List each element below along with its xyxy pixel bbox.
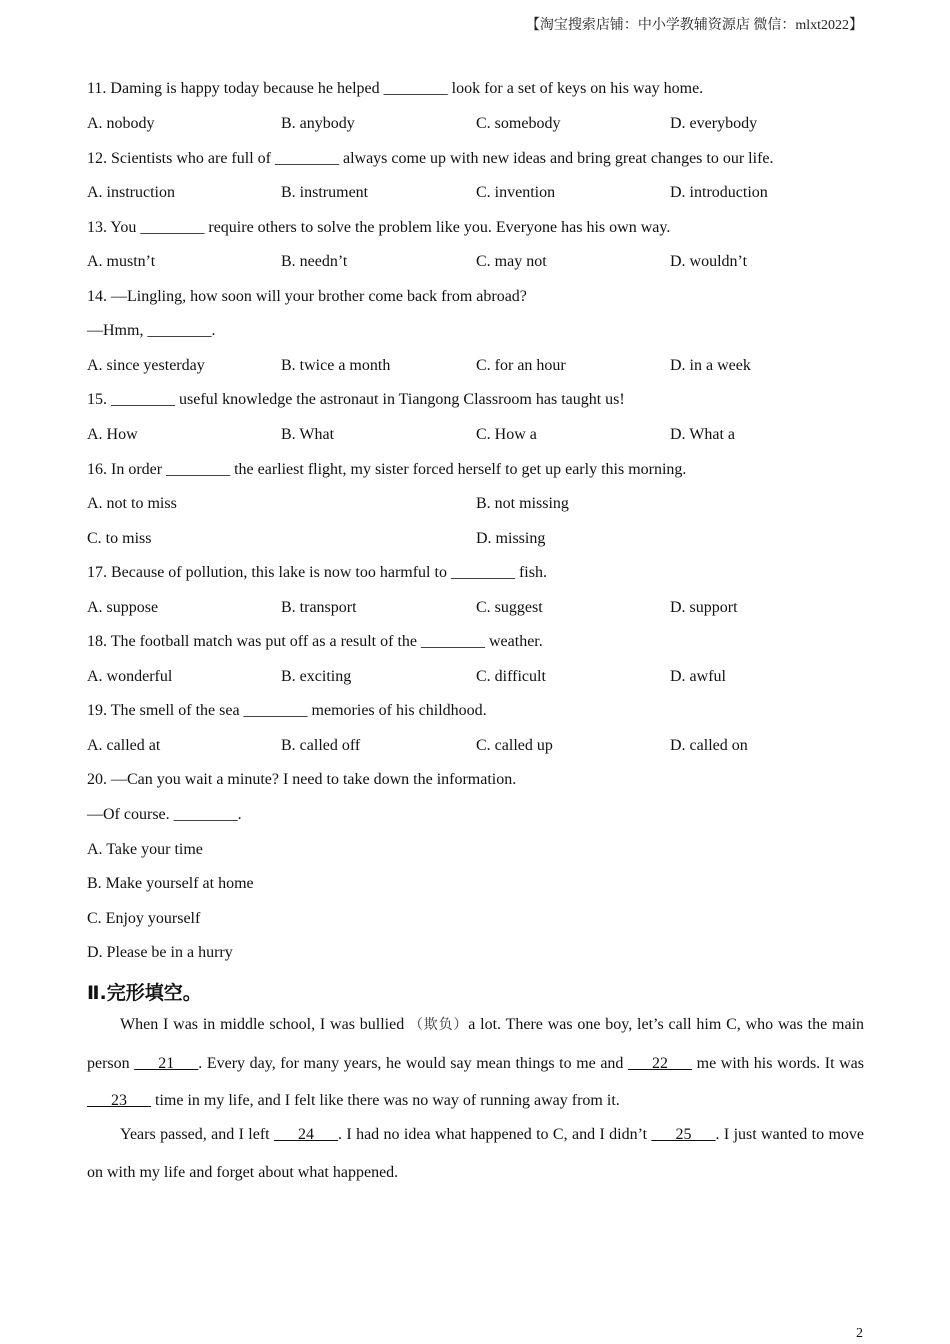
q16-option-b: B. not missing bbox=[476, 495, 569, 512]
passage-text: When I was in middle school, I was bullied bbox=[120, 1016, 409, 1033]
passage-text: me with his words. It was bbox=[692, 1054, 865, 1072]
question-14-stem: 14. —Lingling, how soon will your brother come back from abroad? bbox=[87, 288, 527, 305]
blank-21: ___21___ bbox=[134, 1054, 199, 1072]
q20-option-d: D. Please be in a hurry bbox=[87, 944, 233, 961]
q18-option-c: C. difficult bbox=[476, 668, 546, 685]
question-18-stem: 18. The football match was put off as a result of the ________ weather. bbox=[87, 633, 543, 650]
question-20-reply: —Of course. ________. bbox=[87, 806, 242, 823]
passage-text: . I just wanted to move on with my life and forget about what happened. bbox=[87, 1126, 865, 1181]
blank-25: ___25___ bbox=[651, 1126, 716, 1143]
q19-option-a: A. called at bbox=[87, 737, 161, 754]
q20-option-a: A. Take your time bbox=[87, 841, 203, 858]
question-14-reply: —Hmm, ________. bbox=[87, 322, 216, 339]
q12-option-c: C. invention bbox=[476, 184, 556, 201]
question-11-stem: 11. Daming is happy today because he helped ________ look for a set of keys on his way home. bbox=[87, 80, 704, 97]
blank-22: ___22___ bbox=[628, 1054, 693, 1072]
q19-option-c: C. called up bbox=[476, 737, 553, 754]
blank-23: ___23___ bbox=[87, 1092, 151, 1109]
q17-option-c: C. suggest bbox=[476, 599, 543, 616]
q15-option-b: B. What bbox=[281, 426, 335, 443]
q15-option-c: C. How a bbox=[476, 426, 537, 443]
q14-option-a: A. since yesterday bbox=[87, 357, 205, 374]
q12-option-a: A. instruction bbox=[87, 184, 175, 201]
q15-option-a: A. How bbox=[87, 426, 138, 443]
q15-option-d: D. What a bbox=[670, 426, 736, 443]
q14-option-c: C. for an hour bbox=[476, 357, 566, 374]
question-15-stem: 15. ________ useful knowledge the astronaut in Tiangong Classroom has taught us! bbox=[87, 391, 625, 408]
vocab-note: （欺负） bbox=[409, 1018, 469, 1033]
q13-option-d: D. wouldn’t bbox=[670, 253, 748, 270]
q12-option-d: D. introduction bbox=[670, 184, 768, 201]
section-title: Ⅱ.完形填空。 bbox=[87, 982, 202, 1004]
question-16-stem: 16. In order ________ the earliest flight, my sister forced herself to get up early this morning. bbox=[87, 461, 687, 478]
passage-text: Years passed, and I left bbox=[120, 1126, 274, 1143]
q18-option-b: B. exciting bbox=[281, 668, 352, 685]
q14-option-d: D. in a week bbox=[670, 357, 751, 374]
q17-option-b: B. transport bbox=[281, 599, 357, 616]
question-13-stem: 13. You ________ require others to solve the problem like you. Everyone has his own way. bbox=[87, 219, 671, 236]
q11-option-a: A. nobody bbox=[87, 115, 155, 132]
passage-paragraph-2 bbox=[87, 1116, 864, 1191]
question-17-stem: 17. Because of pollution, this lake is now too harmful to ________ fish. bbox=[87, 564, 547, 581]
question-20-stem: 20. —Can you wait a minute? I need to take down the information. bbox=[87, 771, 517, 788]
q13-option-b: B. needn’t bbox=[281, 253, 348, 270]
q17-option-d: D. support bbox=[670, 599, 738, 616]
blank-24: ___24___ bbox=[274, 1126, 338, 1143]
q14-option-b: B. twice a month bbox=[281, 357, 391, 374]
q20-option-c: C. Enjoy yourself bbox=[87, 910, 201, 927]
passage-text: time in my life, and I felt like there was no way of running away from it. bbox=[151, 1092, 620, 1109]
q16-option-d: D. missing bbox=[476, 530, 546, 547]
question-19-stem: 19. The smell of the sea ________ memories of his childhood. bbox=[87, 702, 487, 719]
q13-option-a: A. mustn’t bbox=[87, 253, 156, 270]
q12-option-b: B. instrument bbox=[281, 184, 369, 201]
q17-option-a: A. suppose bbox=[87, 599, 159, 616]
page-header: 【淘宝搜索店铺：中小学教辅资源店 微信：mlxt2022】 bbox=[525, 18, 863, 33]
q20-option-b: B. Make yourself at home bbox=[87, 875, 254, 892]
q19-option-d: D. called on bbox=[670, 737, 748, 754]
passage-text: . Every day, for many years, he would say mean things to me and bbox=[198, 1054, 629, 1072]
q11-option-b: B. anybody bbox=[281, 115, 355, 132]
q16-option-a: A. not to miss bbox=[87, 495, 177, 512]
q18-option-a: A. wonderful bbox=[87, 668, 173, 685]
page-number: 2 bbox=[856, 1326, 863, 1341]
q19-option-b: B. called off bbox=[281, 737, 361, 754]
q18-option-d: D. awful bbox=[670, 668, 726, 685]
q11-option-c: C. somebody bbox=[476, 115, 561, 132]
passage-text: a lot. There was one boy, let’s call him C, who was the main person bbox=[87, 1016, 865, 1072]
q13-option-c: C. may not bbox=[476, 253, 547, 270]
passage-paragraph-1 bbox=[87, 1006, 864, 1120]
passage-text: . I had no idea what happened to C, and I didn’t bbox=[338, 1126, 652, 1143]
q16-option-c: C. to miss bbox=[87, 530, 152, 547]
question-12-stem: 12. Scientists who are full of ________ always come up with new ideas and bring great changes to our life. bbox=[87, 150, 774, 167]
q11-option-d: D. everybody bbox=[670, 115, 758, 132]
